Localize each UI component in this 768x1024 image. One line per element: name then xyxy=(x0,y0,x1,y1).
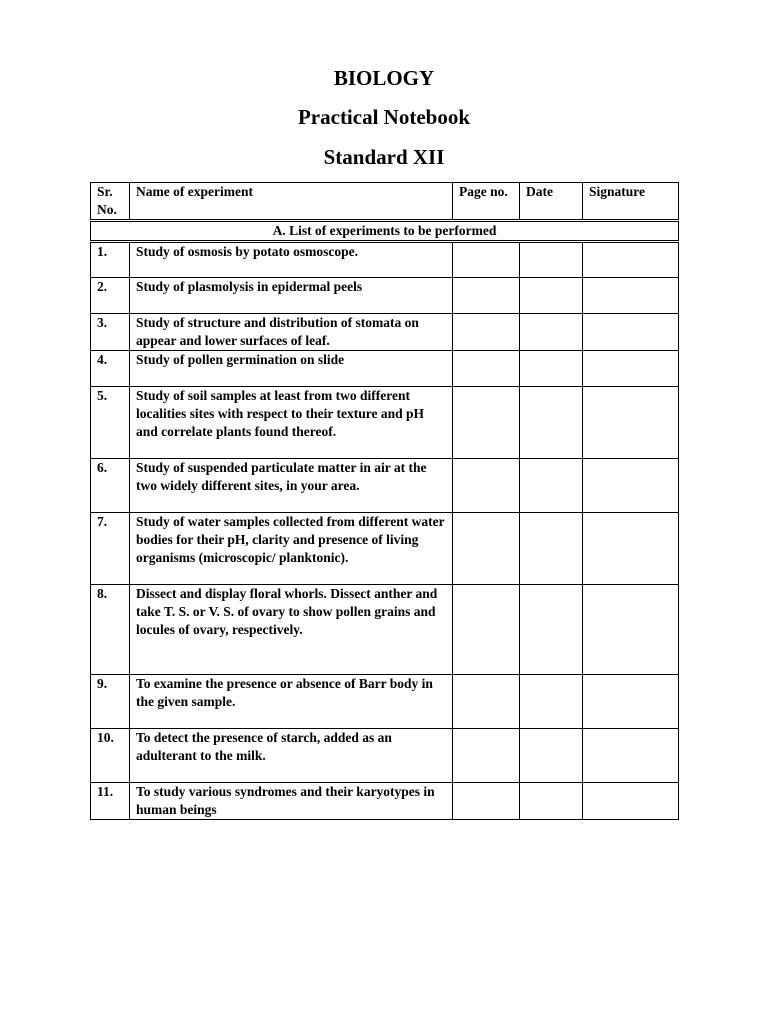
date-cell xyxy=(520,242,583,278)
date-cell xyxy=(520,513,583,585)
sr-no-cell: 3. xyxy=(91,314,130,351)
sr-no-cell: 6. xyxy=(91,459,130,513)
signature-cell xyxy=(583,351,679,387)
signature-cell xyxy=(583,278,679,314)
sr-no-cell: 7. xyxy=(91,513,130,585)
signature-cell xyxy=(583,729,679,783)
column-header-date: Date xyxy=(520,183,583,221)
date-cell xyxy=(520,729,583,783)
sr-no-cell: 2. xyxy=(91,278,130,314)
signature-cell xyxy=(583,513,679,585)
page-no-cell xyxy=(453,314,520,351)
table-row xyxy=(91,278,679,314)
page-no-cell xyxy=(453,729,520,783)
notebook-title: Practical Notebook xyxy=(297,105,471,129)
table-row xyxy=(91,242,679,278)
date-cell xyxy=(520,783,583,820)
column-header-signature: Signature xyxy=(583,183,679,221)
sr-no-cell: 5. xyxy=(91,387,130,459)
column-header-sr-no: Sr. No. xyxy=(91,183,130,221)
date-cell xyxy=(520,387,583,459)
section-row xyxy=(91,221,679,242)
table-row xyxy=(91,387,679,459)
page-no-cell xyxy=(453,675,520,729)
page-no-cell xyxy=(453,459,520,513)
page-no-cell xyxy=(453,513,520,585)
table-row xyxy=(91,729,679,783)
page-no-cell xyxy=(453,242,520,278)
experiment-name-cell: Study of structure and distribution of stomata on appear and lower surfaces of leaf. xyxy=(130,314,453,351)
date-cell xyxy=(520,278,583,314)
table-row xyxy=(91,513,679,585)
signature-cell xyxy=(583,314,679,351)
experiment-name-cell: Study of osmosis by potato osmoscope. xyxy=(130,242,453,278)
section-title: A. List of experiments to be performed xyxy=(91,221,679,242)
date-cell xyxy=(520,459,583,513)
sr-no-cell: 4. xyxy=(91,351,130,387)
date-cell xyxy=(520,314,583,351)
experiment-name-cell: Study of plasmolysis in epidermal peels xyxy=(130,278,453,314)
experiment-name-cell: Study of suspended particulate matter in air at the two widely different sites, in your area. xyxy=(130,459,453,513)
table-row xyxy=(91,585,679,675)
experiment-name-cell: To study various syndromes and their karyotypes in human beings xyxy=(130,783,453,820)
table-row xyxy=(91,351,679,387)
table-row xyxy=(91,314,679,351)
experiment-name-cell: To detect the presence of starch, added as an adulterant to the milk. xyxy=(130,729,453,783)
signature-cell xyxy=(583,675,679,729)
standard-title: Standard XII xyxy=(323,145,445,169)
experiments-table xyxy=(90,182,679,820)
signature-cell xyxy=(583,585,679,675)
table-row xyxy=(91,675,679,729)
column-header-name: Name of experiment xyxy=(130,183,453,221)
page-no-cell xyxy=(453,351,520,387)
signature-cell xyxy=(583,459,679,513)
signature-cell xyxy=(583,387,679,459)
table-row xyxy=(91,459,679,513)
date-cell xyxy=(520,351,583,387)
page-no-cell xyxy=(453,783,520,820)
table-header-row xyxy=(91,183,679,221)
signature-cell xyxy=(583,783,679,820)
date-cell xyxy=(520,585,583,675)
signature-cell xyxy=(583,242,679,278)
page-no-cell xyxy=(453,387,520,459)
sr-no-cell: 11. xyxy=(91,783,130,820)
sr-no-cell: 9. xyxy=(91,675,130,729)
sr-no-cell: 8. xyxy=(91,585,130,675)
sr-no-cell: 10. xyxy=(91,729,130,783)
sr-no-cell: 1. xyxy=(91,242,130,278)
experiment-name-cell: To examine the presence or absence of Barr body in the given sample. xyxy=(130,675,453,729)
experiment-name-cell: Study of pollen germination on slide xyxy=(130,351,453,387)
experiment-name-cell: Study of soil samples at least from two different localities sites with respect to their texture and pH and correlate plants found thereof. xyxy=(130,387,453,459)
column-header-page-no: Page no. xyxy=(453,183,520,221)
experiment-name-cell: Study of water samples collected from different water bodies for their pH, clarity and presence of living organisms (microscopic/ planktonic). xyxy=(130,513,453,585)
subject-title: BIOLOGY xyxy=(333,66,435,90)
page-no-cell xyxy=(453,585,520,675)
page-no-cell xyxy=(453,278,520,314)
date-cell xyxy=(520,675,583,729)
table-row xyxy=(91,783,679,820)
experiment-name-cell: Dissect and display floral whorls. Dissect anther and take T. S. or V. S. of ovary to show pollen grains and locules of ovary, respectively. xyxy=(130,585,453,675)
